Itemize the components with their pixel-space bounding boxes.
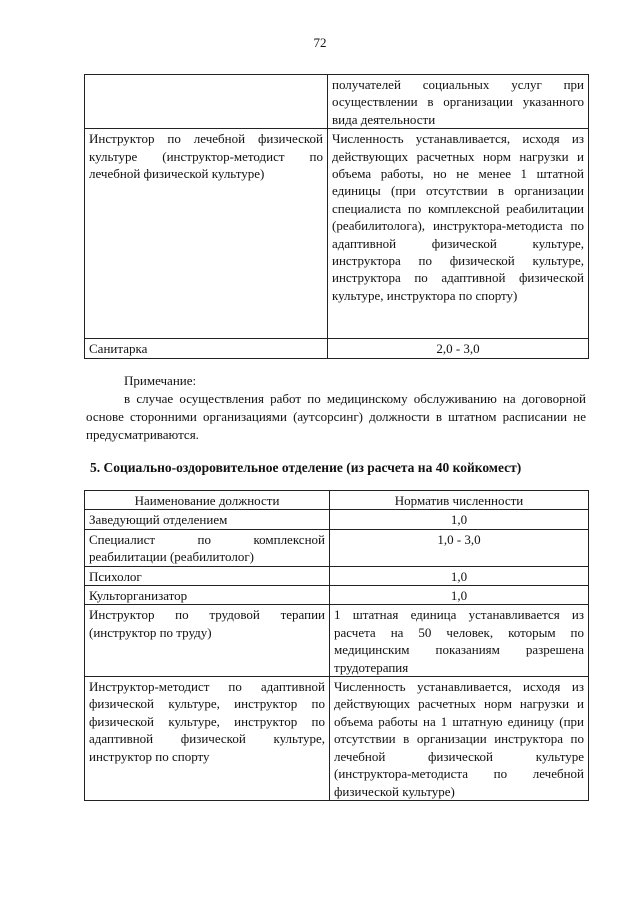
norm-cell: Численность устанавливается, исходя из действующих расчетных норм нагрузки и объема работы на 1 штатную единицу (при отсутствии в организации инструктора по лечебной физической культуре (инструктора-методиста по лечебной физической культуре) [330,677,589,801]
staffing-table-section5 [84,490,589,801]
norm-cell: 1,0 [330,586,589,605]
norm-cell: получателей социальных услуг при осуществлении в организации указанного вида деятельности [328,75,589,129]
table-row [85,586,589,605]
norm-cell: 1,0 - 3,0 [330,529,589,566]
table-row [85,129,589,339]
table-header-row [85,491,589,510]
table-row [85,677,589,801]
column-header: Норматив численности [330,491,589,510]
table-row [85,75,589,129]
note [86,372,586,444]
section-heading: 5. Социально-оздоровительное отделение (из расчета на 40 койкомест) [90,460,522,475]
position-cell [85,75,328,129]
norm-cell: 2,0 - 3,0 [328,339,589,358]
position-cell: Заведующий отделением [85,510,330,529]
position-cell: Инструктор-методист по адаптивной физической культуре, инструктор по физической культуре, инструктор по адаптивной физической культуре, инструктор по спорту [85,677,330,801]
table-row [85,339,589,358]
position-cell: Санитарка [85,339,328,358]
norm-cell: 1 штатная единица устанавливается из расчета на 50 человек, которым по медицинским показаниям разрешена трудотерапия [330,605,589,677]
page-number: 72 [313,35,327,50]
position-cell: Психолог [85,566,330,585]
position-cell: Инструктор по лечебной физической культуре (инструктор-методист по лечебной физической культуре) [85,129,328,339]
table-row [85,605,589,677]
table-row [85,566,589,585]
position-cell: Специалист по комплексной реабилитации (реабилитолог) [85,529,330,566]
note-label: Примечание: [124,373,197,388]
staffing-table-continued [84,74,589,359]
position-cell: Инструктор по трудовой терапии (инструктор по труду) [85,605,330,677]
note-text: в случае осуществления работ по медицинскому обслуживанию на договорной основе сторонними организациями (аутсорсинг) должности в штатном расписании не предусматриваются. [86,391,586,442]
table-row [85,529,589,566]
table-row [85,510,589,529]
norm-cell: 1,0 [330,510,589,529]
norm-cell: Численность устанавливается, исходя из действующих расчетных норм нагрузки и объема работы, но не менее 1 штатной единицы (при отсутствии в организации специалиста по комплексной реабилитации (реабилитолога), инструктора-методиста по адаптивной физической культуре, инструктора по физической культуре, инструктора по адаптивной физической культуре, инструктора по спорту) [328,129,589,339]
column-header: Наименование должности [85,491,330,510]
norm-cell: 1,0 [330,566,589,585]
position-cell: Культорганизатор [85,586,330,605]
